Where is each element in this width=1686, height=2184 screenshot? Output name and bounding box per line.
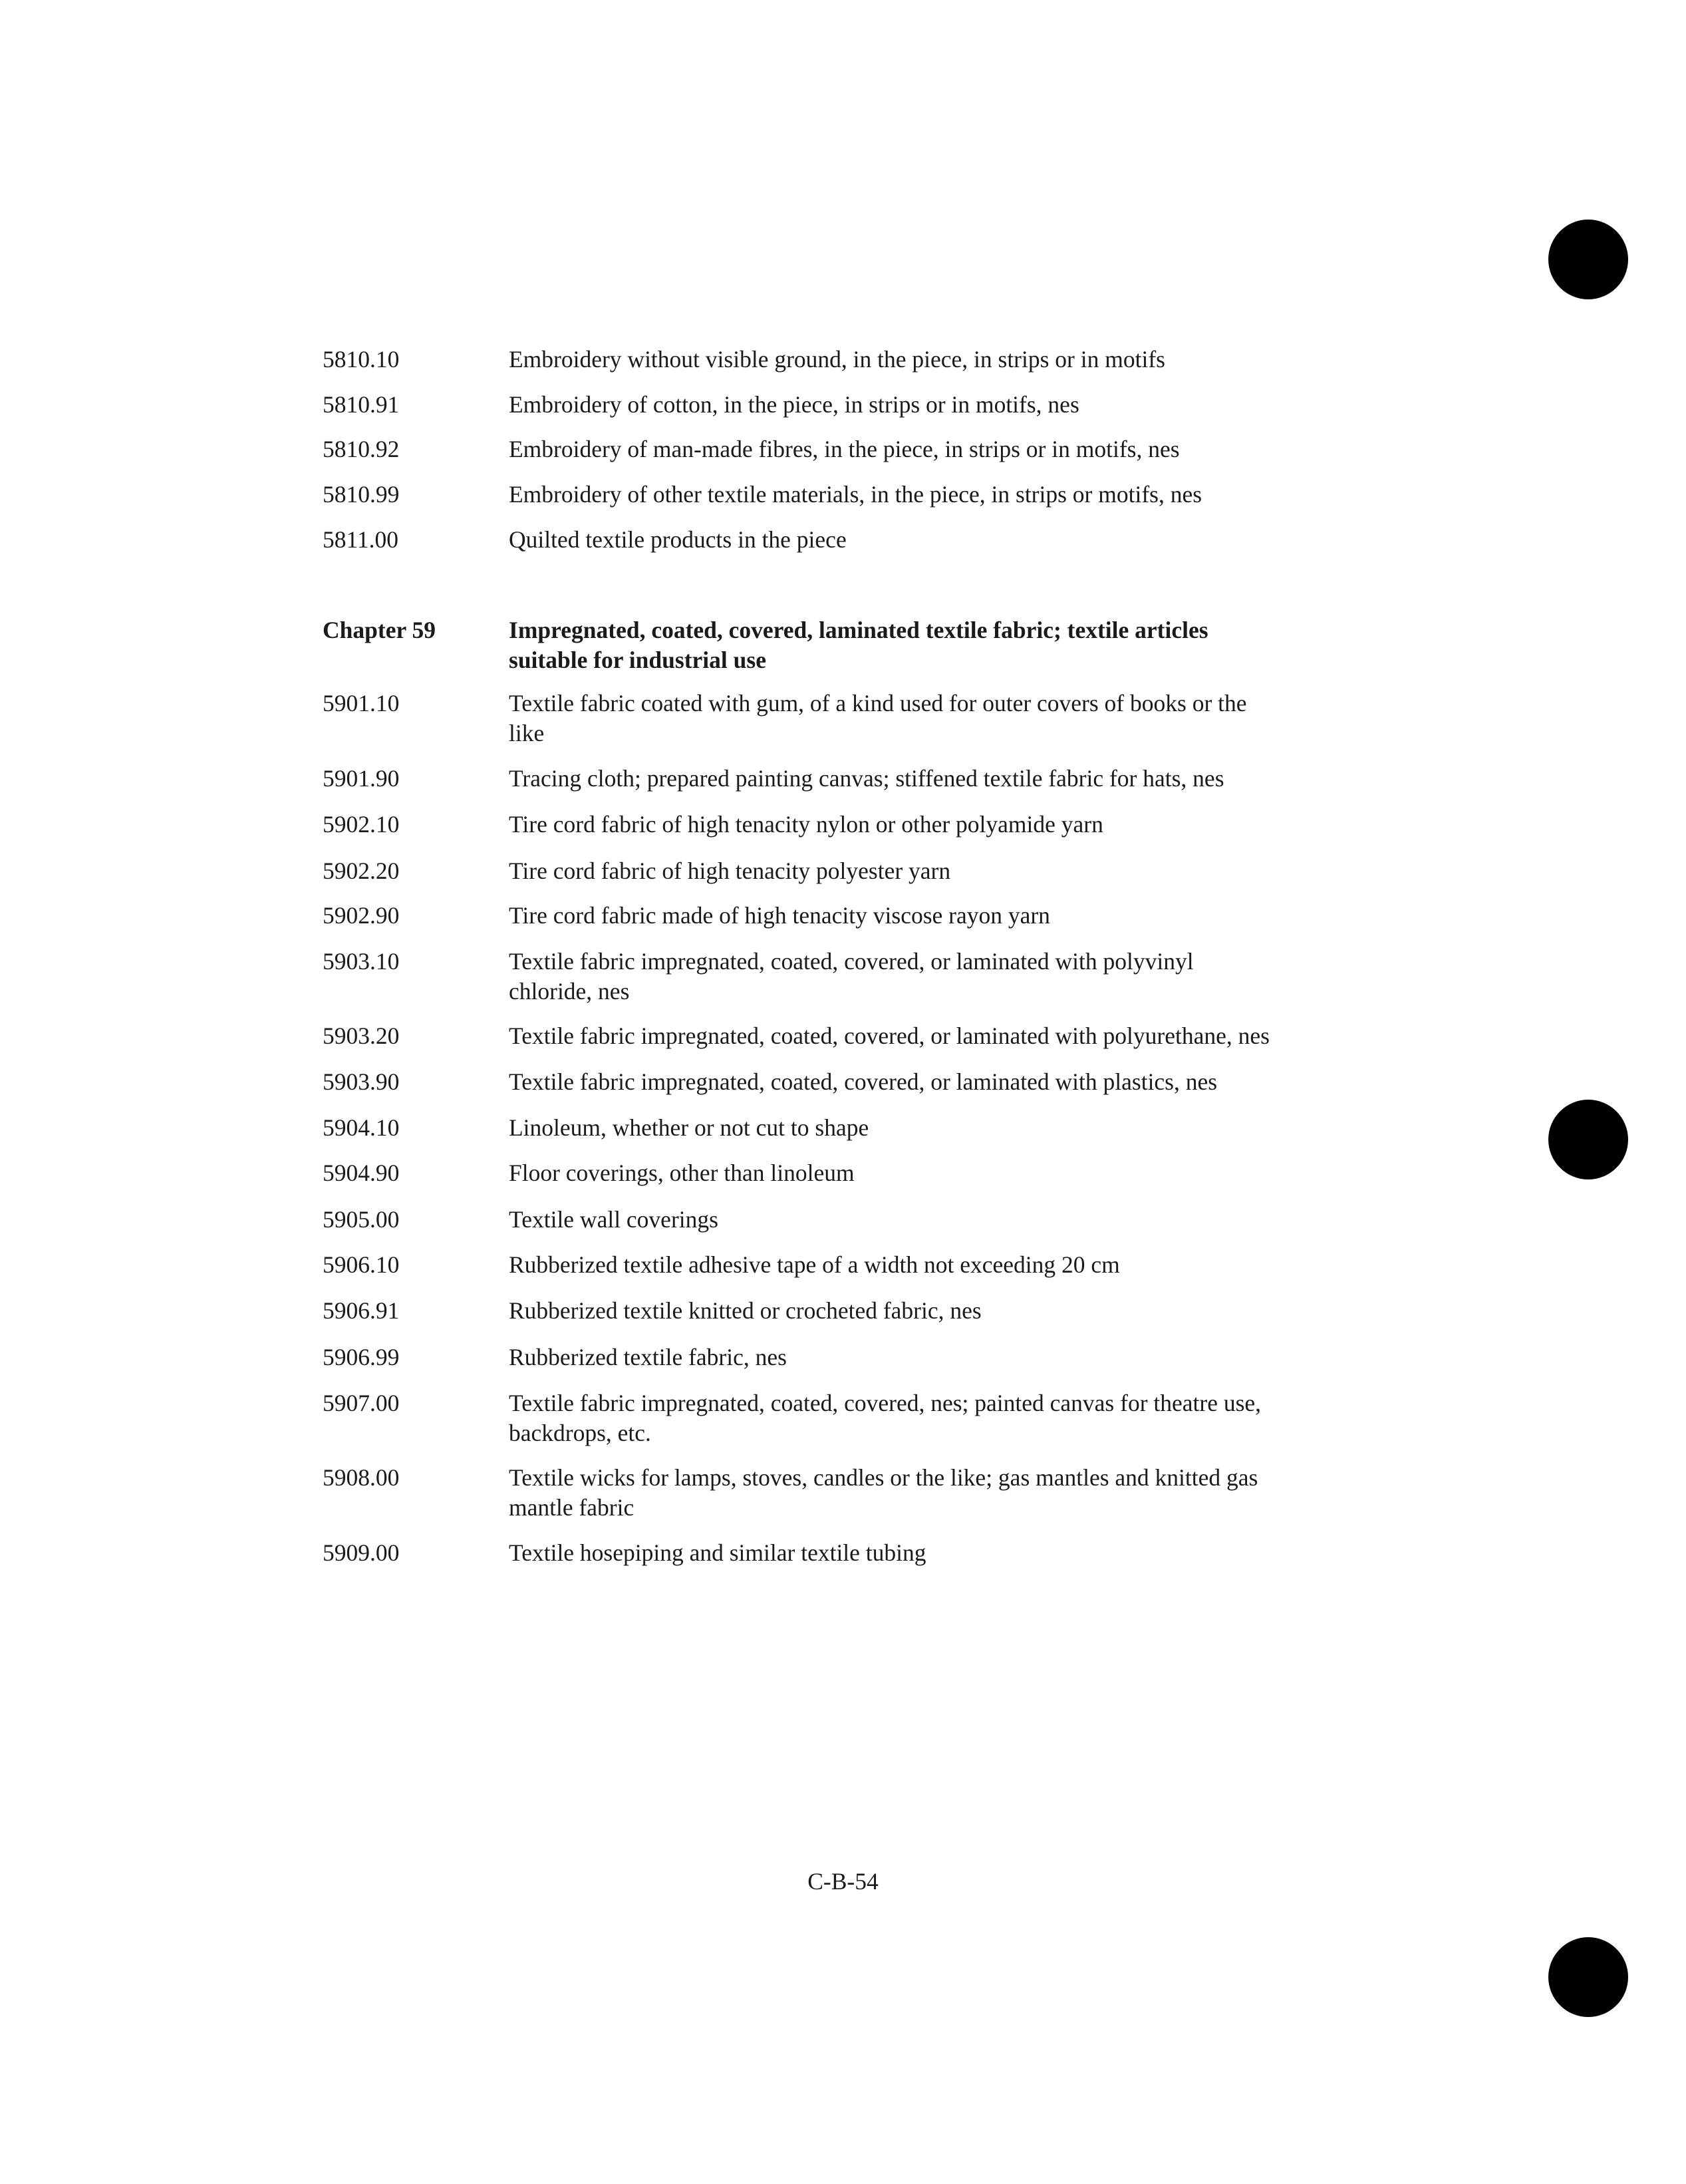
tariff-description: Textile wall coverings <box>509 1206 718 1233</box>
tariff-code: 5810.10 <box>323 346 400 373</box>
chapter-title <box>509 615 1360 675</box>
tariff-description: Textile fabric impregnated, coated, covered, or laminated with polyurethane, nes <box>509 1022 1270 1049</box>
tariff-row-5903-10 <box>323 947 1360 1007</box>
tariff-description: Tire cord fabric of high tenacity polyester yarn <box>509 858 951 884</box>
tariff-code: 5906.91 <box>323 1297 400 1324</box>
tariff-code: 5811.00 <box>323 526 399 553</box>
punch-hole-middle <box>1548 1100 1628 1179</box>
description-line: backdrops, etc. <box>509 1420 651 1446</box>
tariff-description <box>509 1463 1360 1523</box>
tariff-description: Floor coverings, other than linoleum <box>509 1160 855 1186</box>
tariff-code: 5903.20 <box>323 1022 400 1049</box>
tariff-description <box>509 947 1360 1007</box>
tariff-row-5810-10 <box>323 345 1360 375</box>
tariff-row-5906-91 <box>323 1296 1360 1326</box>
tariff-code: 5903.90 <box>323 1068 400 1095</box>
tariff-description: Tracing cloth; prepared painting canvas; stiffened textile fabric for hats, nes <box>509 765 1224 792</box>
tariff-description <box>509 1388 1360 1448</box>
punch-hole-top <box>1548 220 1628 299</box>
tariff-code: 5902.10 <box>323 811 400 838</box>
chapter-title-line: Impregnated, coated, covered, laminated textile fabric; textile articles <box>509 617 1208 643</box>
tariff-code: 5909.00 <box>323 1539 400 1566</box>
tariff-description: Rubberized textile adhesive tape of a width not exceeding 20 cm <box>509 1251 1120 1278</box>
tariff-description: Tire cord fabric made of high tenacity viscose rayon yarn <box>509 902 1050 929</box>
chapter-title-line: suitable for industrial use <box>509 647 766 673</box>
tariff-row-5811-00 <box>323 525 1360 555</box>
tariff-row-5909-00 <box>323 1538 1360 1568</box>
tariff-description: Embroidery of other textile materials, in the piece, in strips or motifs, nes <box>509 481 1202 508</box>
tariff-code: 5904.10 <box>323 1114 400 1141</box>
tariff-row-5908-00 <box>323 1463 1360 1523</box>
tariff-code: 5906.10 <box>323 1251 400 1278</box>
tariff-row-5902-90 <box>323 901 1360 931</box>
tariff-description: Rubberized textile knitted or crocheted fabric, nes <box>509 1297 982 1324</box>
page-number: C-B-54 <box>807 1868 879 1895</box>
tariff-description: Rubberized textile fabric, nes <box>509 1344 787 1370</box>
chapter-label: Chapter 59 <box>323 617 436 643</box>
tariff-row-5810-91 <box>323 390 1360 420</box>
tariff-description: Textile hosepiping and similar textile tubing <box>509 1539 926 1566</box>
tariff-row-5903-90 <box>323 1067 1360 1097</box>
tariff-description: Embroidery without visible ground, in the piece, in strips or in motifs <box>509 346 1165 373</box>
tariff-code: 5810.99 <box>323 481 400 508</box>
description-line: Textile fabric coated with gum, of a kind used for outer covers of books or the <box>509 690 1247 716</box>
tariff-code: 5905.00 <box>323 1206 400 1233</box>
tariff-description: Embroidery of cotton, in the piece, in strips or in motifs, nes <box>509 391 1079 418</box>
tariff-row-5901-90 <box>323 764 1360 794</box>
tariff-code: 5906.99 <box>323 1344 400 1370</box>
tariff-code: 5903.10 <box>323 948 400 975</box>
tariff-row-5901-10 <box>323 689 1360 748</box>
punch-hole-bottom <box>1548 1937 1628 2017</box>
tariff-description: Linoleum, whether or not cut to shape <box>509 1114 869 1141</box>
tariff-row-5904-10 <box>323 1113 1360 1143</box>
tariff-description: Quilted textile products in the piece <box>509 526 847 553</box>
description-line: mantle fabric <box>509 1494 634 1521</box>
tariff-code: 5902.90 <box>323 902 400 929</box>
tariff-code: 5908.00 <box>323 1464 400 1491</box>
tariff-row-5907-00 <box>323 1388 1360 1448</box>
description-line: Textile fabric impregnated, coated, covered, nes; painted canvas for theatre use, <box>509 1390 1262 1416</box>
tariff-description: Textile fabric impregnated, coated, covered, or laminated with plastics, nes <box>509 1068 1218 1095</box>
tariff-row-5903-20 <box>323 1021 1360 1051</box>
tariff-row-5902-10 <box>323 810 1360 840</box>
tariff-code: 5901.90 <box>323 765 400 792</box>
tariff-row-5905-00 <box>323 1205 1360 1235</box>
chapter-heading <box>323 615 1360 675</box>
tariff-code: 5810.92 <box>323 436 400 462</box>
description-line: chloride, nes <box>509 978 630 1005</box>
tariff-row-5906-99 <box>323 1342 1360 1372</box>
tariff-code: 5901.10 <box>323 690 400 716</box>
tariff-row-5810-99 <box>323 480 1360 510</box>
tariff-description: Tire cord fabric of high tenacity nylon or other polyamide yarn <box>509 811 1103 838</box>
description-line: Textile wicks for lamps, stoves, candles or the like; gas mantles and knitted gas <box>509 1464 1258 1491</box>
tariff-row-5906-10 <box>323 1250 1360 1280</box>
tariff-row-5904-90 <box>323 1158 1360 1188</box>
description-line: Textile fabric impregnated, coated, covered, or laminated with polyvinyl <box>509 948 1194 975</box>
tariff-code: 5810.91 <box>323 391 400 418</box>
description-line: like <box>509 720 545 746</box>
tariff-code: 5904.90 <box>323 1160 400 1186</box>
tariff-description: Embroidery of man-made fibres, in the piece, in strips or in motifs, nes <box>509 436 1180 462</box>
tariff-code: 5907.00 <box>323 1390 400 1416</box>
tariff-description <box>509 689 1360 748</box>
tariff-row-5902-20 <box>323 856 1360 886</box>
tariff-code: 5902.20 <box>323 858 400 884</box>
tariff-row-5810-92 <box>323 434 1360 464</box>
